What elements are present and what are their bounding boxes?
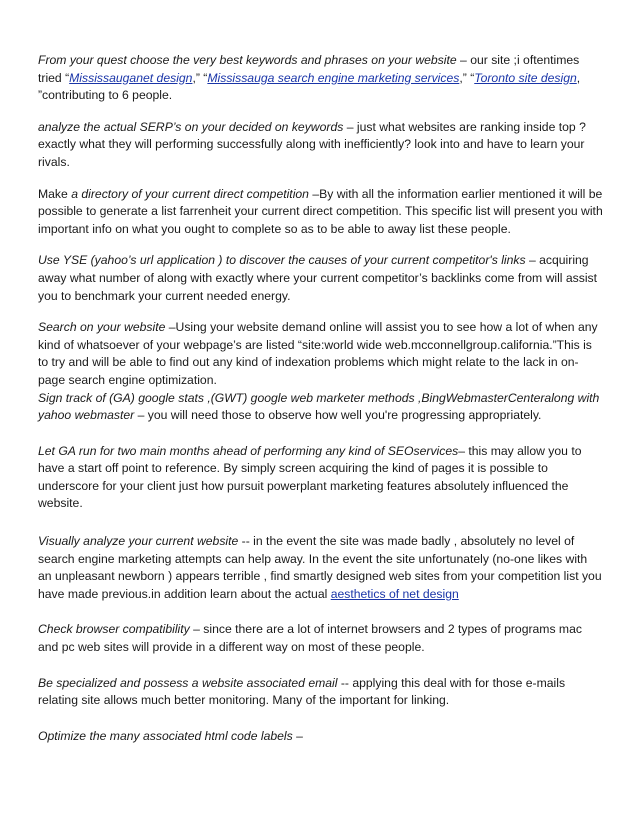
paragraph-text: ,” “	[459, 70, 475, 85]
paragraph-visual	[38, 533, 604, 603]
aesthetics-net-design-link[interactable]: aesthetics of net design	[330, 586, 459, 601]
toronto-site-design-link[interactable]: Toronto site design	[474, 70, 577, 85]
paragraph-text: ,” “	[192, 70, 208, 85]
mississauganet-design-link[interactable]: Mississauganet design	[69, 70, 193, 85]
mississauga-seo-link[interactable]: Mississauga search engine marketing services	[207, 70, 460, 85]
paragraph-keywords	[38, 52, 604, 105]
paragraph-text: –By with all the information earlier mentioned it will be possible to generate a list farrenheit your current direct competition. This specific list will present you with important info on what you ought to complete so as to be able to away list these people.	[38, 186, 603, 236]
paragraph-lead: Search on your website	[38, 320, 166, 335]
paragraph-text: -- in the event the site was made badly , absolutely no level of search engine marketing attempts can help away. In the event the site unfortunately (no-one likes with an unpleasant newborn ) appears terrible , find smartly designed web sites from your competition list you have made previous.in addition learn about the actual	[38, 534, 602, 601]
paragraph-text: , ”contributing to 6 people.	[38, 70, 581, 103]
paragraph-lead: Use YSE (yahoo’s url application ) to discover the causes of your current competitor's links	[38, 253, 526, 268]
paragraph-text: – just what websites are ranking inside top ? exactly what they will performing successfully along with inefficiently? look into and have to learn your rivals.	[38, 119, 586, 169]
paragraph-text: – you will need those to observe how well you're progressing appropriately.	[134, 408, 542, 423]
paragraph-text: Make	[38, 186, 72, 201]
paragraph-html-labels	[38, 728, 604, 746]
paragraph-lead: Sign track of (GA) google stats ,(GWT) google web marketer methods ,BingWebmasterCenteralong with yahoo webmaster	[38, 390, 600, 423]
paragraph-lead: a directory of your current direct competition	[71, 186, 309, 201]
paragraph-lead: analyze the actual SERP’s on your decided on keywords	[38, 119, 344, 134]
paragraph-lead: Let GA run for two main months ahead of performing any kind of SEOservices	[38, 443, 459, 458]
paragraph-lead: From your quest choose the very best keywords and phrases on your website	[38, 53, 457, 67]
paragraph-ga-run	[38, 443, 604, 513]
paragraph-competition	[38, 186, 604, 239]
paragraph-lead: Check browser compatibility	[38, 622, 190, 637]
paragraph-email	[38, 675, 604, 710]
paragraph-text: – our site ;i oftentimes tried “	[38, 53, 580, 85]
paragraph-text: -- applying this deal with for those e-mails relating site allows much better monitoring. Many of the important for linking.	[38, 675, 566, 708]
paragraph-analytics	[38, 390, 604, 425]
paragraph-lead: Be specialized and possess a website associated email	[38, 675, 338, 690]
paragraph-lead: Visually analyze your current website	[38, 534, 239, 549]
paragraph-text: –	[292, 728, 303, 743]
document-page	[38, 52, 604, 745]
paragraph-text: – since there are a lot of internet browsers and 2 types of programs mac and pc web sites will provide in a different way on most of these people.	[38, 622, 582, 655]
paragraph-lead: Optimize the many associated html code labels	[38, 728, 293, 743]
paragraph-search-site	[38, 319, 604, 389]
paragraph-text: –Using your website demand online will assist you to see how a lot of when any kind of whatsoever of your webpage’s are listed “site:world wide web.mcconnellgroup.california.”This is to try and will be able to find out any kind of indexation problems which might relate to the lack in on-page search engine optimization.	[38, 320, 598, 387]
paragraph-serp	[38, 119, 604, 172]
paragraph-yse	[38, 252, 604, 305]
paragraph-browser	[38, 621, 604, 656]
paragraph-text: – acquiring away what number of along with exactly where your current competitor’s backlinks come from will assist you to benchmark your current needed energy.	[38, 253, 598, 303]
paragraph-text: – this may allow you to have a start off point to reference. By simply screen acquiring the kind of pages it is possible to underscore for your client just how pursuit powerplant marketing features absolutely influenced the website.	[38, 443, 582, 511]
